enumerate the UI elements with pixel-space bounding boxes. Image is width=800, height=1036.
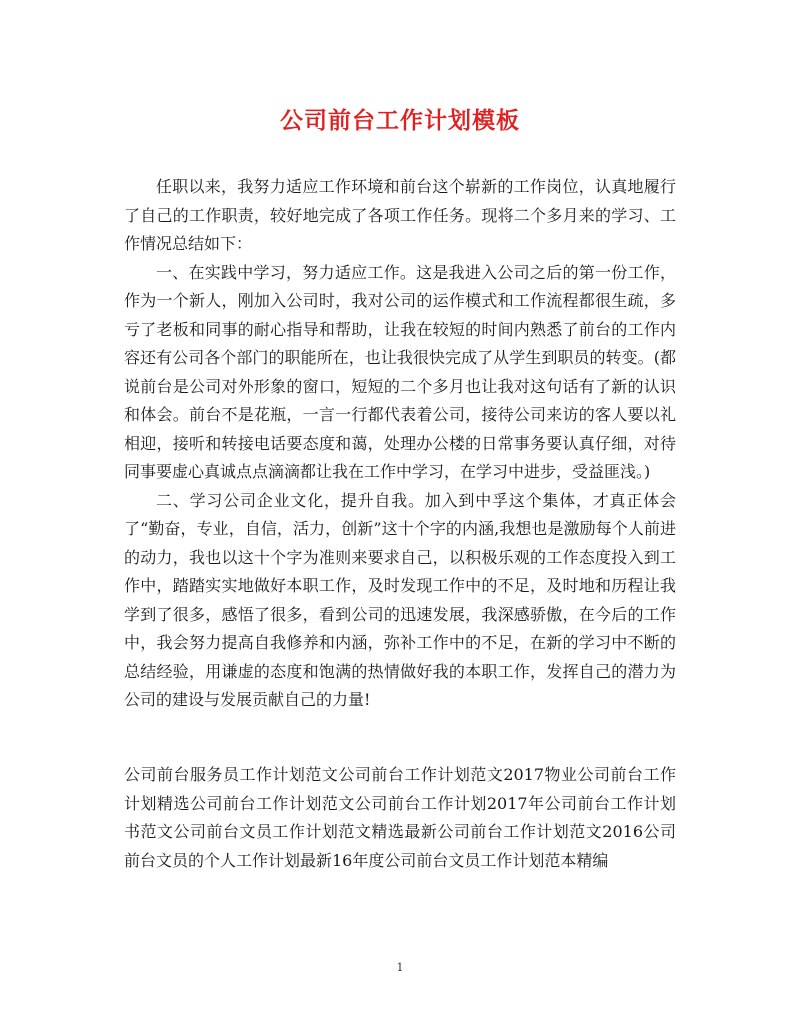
intro-paragraph: 任职以来，我努力适应工作环境和前台这个崭新的工作岗位，认真地履行了自己的工作职责，较好地完成了各项工作任务。现将二个多月来的学习、工作情况总结如下：: [124, 177, 676, 253]
section-one-paragraph: 一、在实践中学习，努力适应工作。这是我进入公司之后的第一份工作，作为一个新人，刚加入公司时，我对公司的运作模式和工作流程都很生疏，多亏了老板和同事的耐心指导和帮助，让我在较短的时间内熟悉了前台的工作内容还有公司各个部门的职能所在，也让我很快完成了从学生到职员的转变。(都说前台是公司对外形象的窗口，短短的二个多月也让我对这句话有了新的认识和体会。前台不是花瓶，一言一行都代表着公司，接待公司来访的客人要以礼相迎，接听和转接电话要态度和蔼，处理办公楼的日常事务要认真仔细，对待同事要虚心真诚点点滴滴都让我在工作中学习，在学习中进步，受益匪浅。): [124, 262, 676, 481]
related-links-text: 公司前台服务员工作计划范文公司前台工作计划范文2017物业公司前台工作计划精选公司前台工作计划范文公司前台工作计划2017年公司前台工作计划书范文公司前台文员工作计划范文精选最新公司前台工作计划范文2016公司前台文员的个人工作计划最新16年度公司前台文员工作计划范本精编: [124, 765, 676, 870]
page-number: 1: [396, 961, 404, 974]
document-title: 公司前台工作计划模板: [280, 107, 520, 134]
section-two-paragraph: 二、学习公司企业文化，提升自我。加入到中孚这个集体，才真正体会了“勤奋，专业，自信，活力，创新”这十个字的内涵,我想也是激励每个人前进的动力，我也以这十个字为准则来要求自己，以积极乐观的工作态度投入到工作中，踏踏实实地做好本职工作，及时发现工作中的不足，及时地和历程让我学到了很多，感悟了很多，看到公司的迅速发展，我深感骄傲，在今后的工作中，我会努力提高自我修养和内涵，弥补工作中的不足，在新的学习中不断的总结经验，用谦虚的态度和饱满的热情做好我的本职工作，发挥自己的潜力为公司的建设与发展贡献自己的力量!: [124, 490, 676, 709]
document-body: [124, 173, 676, 715]
